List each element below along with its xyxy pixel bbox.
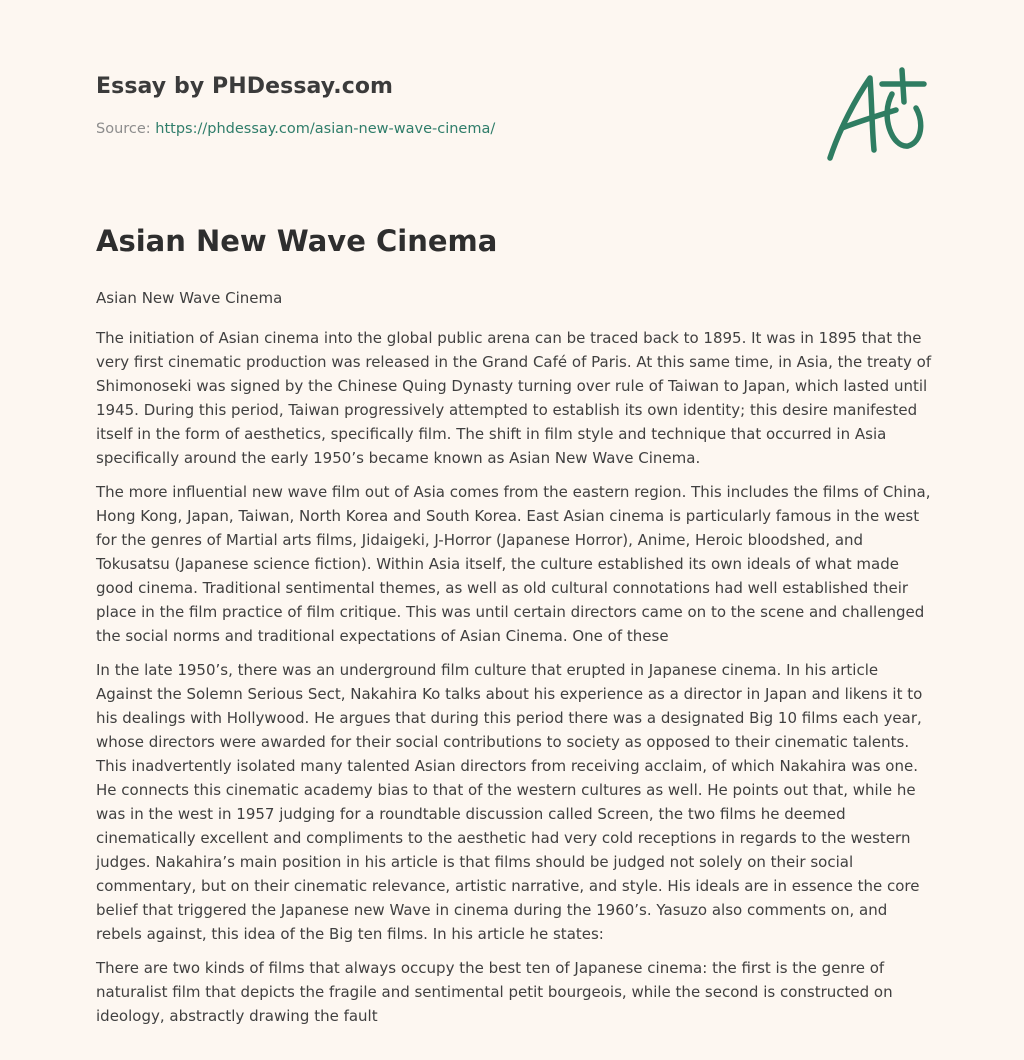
article-title: Asian New Wave Cinema: [96, 224, 498, 258]
source-line: [96, 121, 796, 137]
source-label: Source:: [96, 121, 156, 137]
paragraph: The more influential new wave film out of Asia comes from the eastern region. This includes the films of China, Hong Kong, Japan, Taiwan, North Korea and South Korea. East Asian cinema is particularly famous in the west for the genres of Martial arts films, Jidaigeki, J-Horror (Japanese Horror), Anime, Heroic bloodshed, and Tokusatsu (Japanese science fiction). Within Asia itself, the culture established its own ideals of what made good cinema. Traditional sentimental themes, as well as old cultural connotations had well established their place in the film practice of film critique. This was until certain directors came on to the scene and challenged the social norms and traditional expectations of Asian Cinema. One of these: [96, 483, 931, 645]
article-subtitle: Asian New Wave Cinema: [96, 289, 283, 307]
paragraph: In the late 1950’s, there was an underground film culture that erupted in Japanese cinema. In his article Against the Solemn Serious Sect, Nakahira Ko talks about his experience as a director in Japan and likens it to his dealings with Hollywood. He argues that during this period there was a designated Big 10 films each year, whose directors were awarded for their social contributions to society as opposed to their cinematic talents. This inadvertently isolated many talented Asian directors from receiving acclaim, of which Nakahira was one. He connects this cinematic academy bias to that of the western cultures as well. He points out that, while he was in the west in 1957 judging for a roundtable discussion called Screen, the two films he deemed cinematically excellent and compliments to the aesthetic had very cold receptions in regards to the western judges. Nakahira’s main position in his article is that films should be judged not solely on their social commentary, but on their cinematic relevance, artistic narrative, and style. His ideals are in essence the core belief that triggered the Japanese new Wave in cinema during the 1960’s. Yasuzo also comments on, and rebels against, this idea of the Big ten films. In his article he states:: [96, 661, 923, 943]
paragraph: The initiation of Asian cinema into the global public arena can be traced back to 1895. It was in 1895 that the very first cinematic production was released in the Grand Café of Paris. At this same time, in Asia, the treaty of Shimonoseki was signed by the Chinese Quing Dynasty turning over rule of Taiwan to Japan, which lasted until 1945. During this period, Taiwan progressively attempted to establish its own identity; this desire manifested itself in the form of aesthetics, specifically film. The shift in film style and technique that occurred in Asia specifically around the early 1950’s became known as Asian New Wave Cinema.: [96, 329, 932, 467]
site-brand: Essay by PHDessay.com: [96, 74, 394, 99]
a-plus-icon: [820, 66, 930, 166]
essay-header: [96, 74, 796, 137]
article-body: [96, 286, 936, 1038]
paragraph: There are two kinds of films that always occupy the best ten of Japanese cinema: the first is the genre of naturalist film that depicts the fragile and sentimental petit bourgeois, while the second is constructed on ideology, abstractly drawing the fault: [96, 959, 893, 1025]
source-link[interactable]: https://phdessay.com/asian-new-wave-cinema/: [155, 121, 496, 137]
